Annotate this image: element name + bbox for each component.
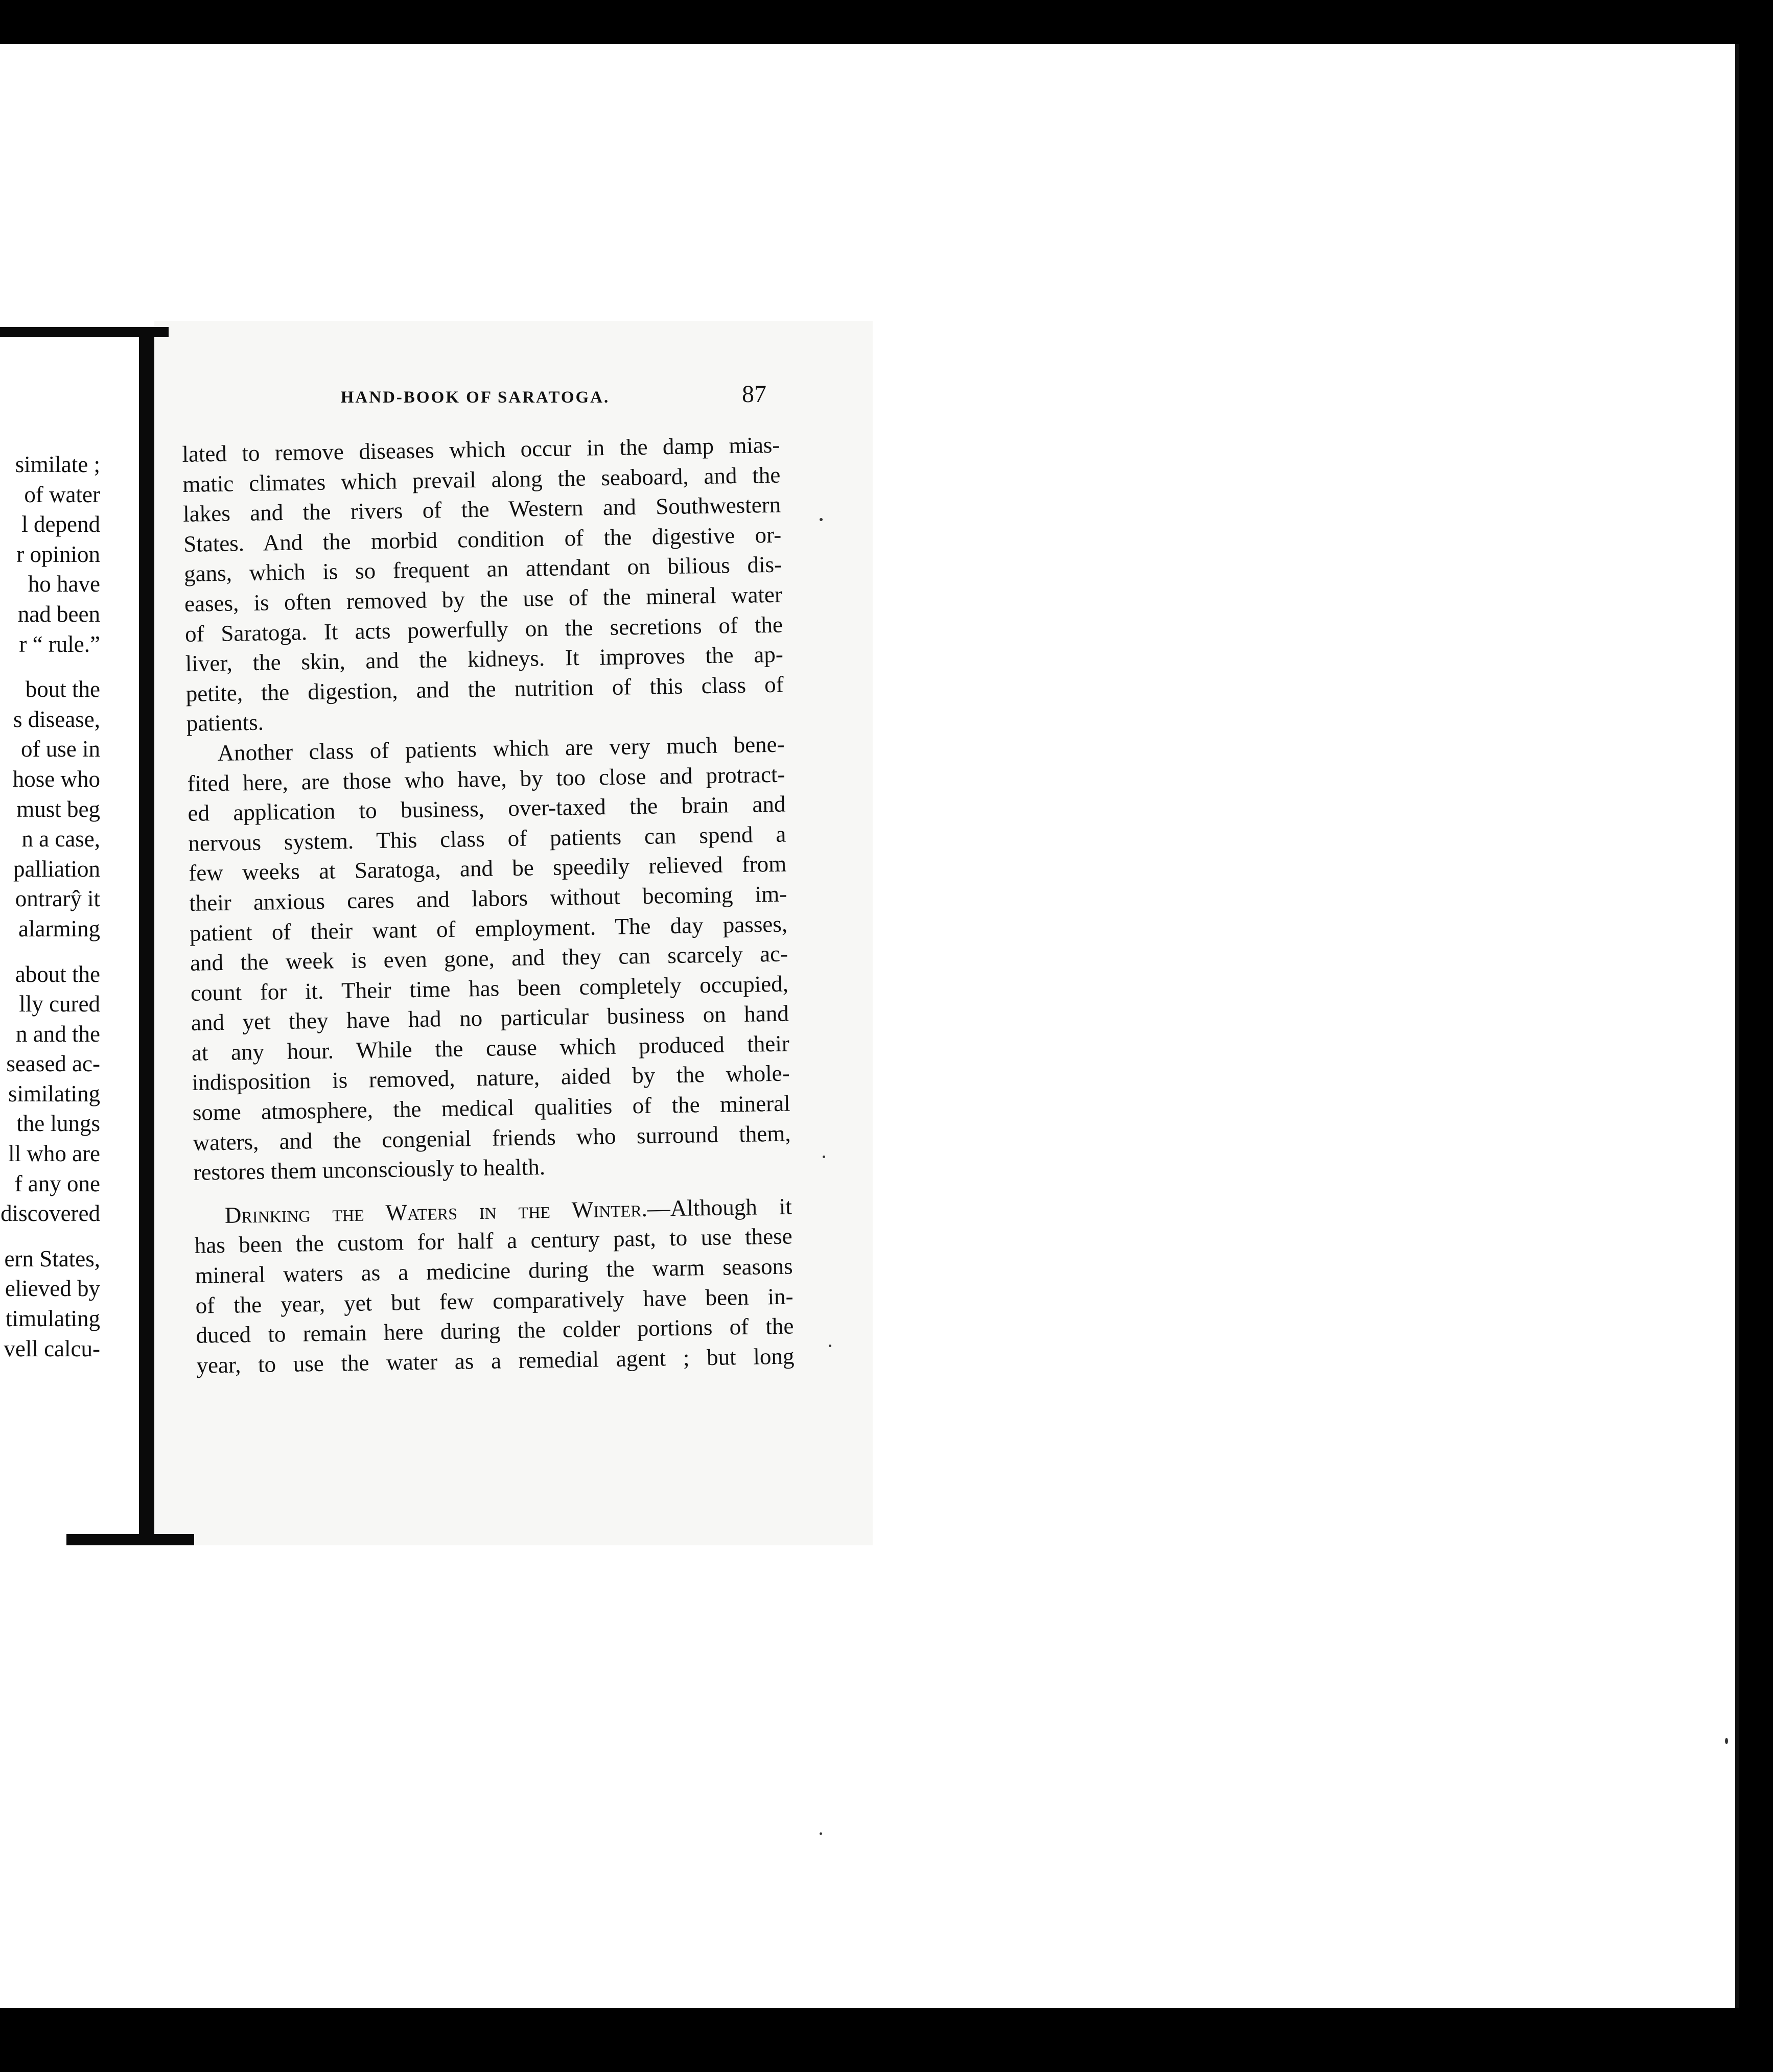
left-text-line: ho have	[28, 571, 100, 597]
left-text-line: nad been	[17, 601, 100, 627]
body-text-line: fited here, are those who have, by too close and protract-	[187, 761, 785, 796]
body-text-line: of the year, yet but few comparatively have been in-	[195, 1283, 794, 1318]
paragraph-gap	[0, 659, 100, 674]
sheet-edge	[1735, 44, 1739, 2008]
body-text-line: of Saratoga. It acts powerfully on the secretions of the	[184, 611, 783, 647]
body-text-line: waters, and the congenial friends who surround them,	[193, 1120, 791, 1156]
scan-speck	[820, 1832, 822, 1835]
body-text-line: States. And the morbid condition of the digestive or-	[183, 522, 782, 557]
body-text-line: year, to use the water as a remedial agent ; but long	[196, 1343, 795, 1378]
body-text-line: duced to remain here during the colder portions of the	[196, 1313, 794, 1348]
left-text-line: similate ;	[15, 452, 100, 477]
body-text-line: restores them unconsciously to health.	[193, 1154, 546, 1186]
body-text-line: patient of their want of employment. The day passes,	[189, 911, 788, 946]
body-text-line: and the week is even gone, and they can scarcely ac-	[190, 940, 788, 976]
left-text-line: of use in	[21, 736, 100, 762]
left-text-line: vell calcu-	[4, 1335, 100, 1361]
page-number: 87	[742, 381, 766, 408]
body-text-line: has been the custom for half a century past, to use these	[194, 1223, 793, 1259]
body-text-line: lated to remove diseases which occur in the damp mias-	[182, 432, 780, 467]
left-text-line: l depend	[21, 511, 100, 537]
left-text-line: f any one	[14, 1170, 100, 1196]
body-text-line: nervous system. This class of patients can spend a	[188, 821, 786, 856]
left-text-line: of water	[24, 481, 100, 507]
paragraph-gap	[0, 944, 100, 959]
left-text-line: similating	[8, 1080, 100, 1106]
binding-bottom	[66, 1534, 194, 1545]
scan-speck	[829, 1345, 831, 1347]
scan-speck	[823, 1156, 825, 1158]
left-text-line: the lungs	[16, 1111, 100, 1137]
body-text-line: petite, the digestion, and the nutrition of this class of	[185, 671, 784, 707]
left-text-line: lly cured	[19, 991, 100, 1017]
body-text-line: few weeks at Saratoga, and be speedily relieved from	[188, 851, 787, 886]
body-text-line: their anxious cares and labors without becoming im-	[189, 881, 787, 916]
scan-speck	[820, 518, 823, 521]
left-text-line: hose who	[12, 766, 100, 792]
running-head: HAND-BOOK OF SARATOGA.	[340, 388, 610, 407]
binding-gutter	[139, 332, 154, 1543]
body-text-line: mineral waters as a medicine during the warm seasons	[195, 1253, 793, 1288]
paragraph-gap	[0, 1229, 100, 1244]
body-text-line: lakes and the rivers of the Western and Southwestern	[182, 491, 781, 527]
left-text-line: alarming	[18, 915, 100, 941]
left-text-line: ll who are	[8, 1141, 100, 1167]
left-text-line: about the	[15, 961, 100, 987]
body-text-line: matic climates which prevail along the seaboard, and the	[182, 462, 781, 497]
body-text-line: at any hour. While the cause which produced their	[191, 1030, 790, 1066]
section-heading: Drinking the Waters in the Winter.	[224, 1195, 648, 1228]
body-text-line: patients.	[186, 709, 264, 737]
left-text-line: must beg	[16, 796, 100, 822]
body-text-line: count for it. Their time has been completely occupied,	[190, 971, 789, 1006]
left-text-line: r “ rule.”	[19, 631, 100, 657]
body-text-line: —Although it	[647, 1193, 792, 1221]
scan-speck	[1725, 1738, 1728, 1744]
left-text-line: ontrarŷ it	[15, 886, 100, 912]
left-text-line: palliation	[13, 856, 100, 882]
body-text-line: gans, which is so frequent an attendant on bilious dis-	[183, 551, 782, 587]
left-text-line: s disease,	[13, 706, 100, 732]
left-text-line: ern States,	[4, 1245, 100, 1272]
left-page-fragment	[0, 450, 100, 1379]
left-text-line: bout the	[25, 676, 100, 702]
body-text-line: liver, the skin, and the kidneys. It improves the ap-	[185, 641, 784, 677]
left-text-line: timulating	[6, 1306, 100, 1332]
left-text-line: seased ac-	[6, 1051, 100, 1077]
left-text-line: r opinion	[16, 541, 100, 567]
left-text-line: elieved by	[5, 1276, 100, 1302]
body-text-line: ed application to business, over-taxed the brain and	[188, 791, 786, 827]
body-text-line: Another class of patients which are very much bene-	[217, 731, 785, 766]
left-text-line: discovered	[1, 1200, 100, 1227]
body-text-line: and yet they have had no particular business on hand	[191, 1000, 789, 1036]
body-text-line: some atmosphere, the medical qualities of the mineral	[192, 1090, 790, 1125]
body-text-line: indisposition is removed, nature, aided by the whole-	[192, 1060, 790, 1096]
left-text-line: n and the	[16, 1021, 100, 1047]
left-text-line: n a case,	[21, 826, 100, 852]
page-body	[182, 430, 795, 1381]
body-text-line: eases, is often removed by the use of the mineral water	[184, 581, 783, 617]
